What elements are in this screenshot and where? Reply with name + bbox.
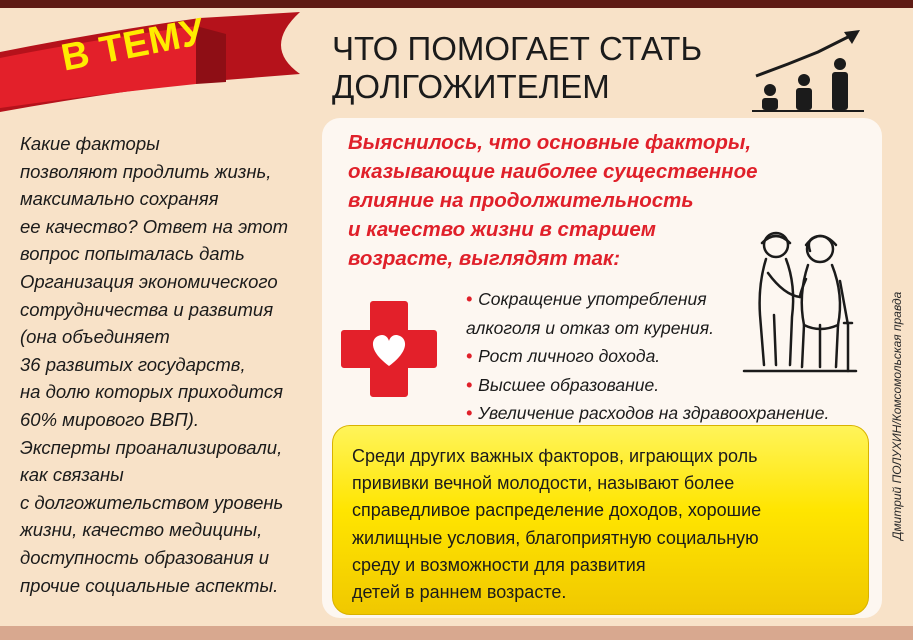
bullet: • (466, 403, 473, 423)
factors-list (466, 285, 876, 428)
intro-line: сотрудничества и развития (20, 298, 274, 320)
list-item (466, 399, 876, 428)
other-factors-line: прививки вечной молодости, называют более (352, 473, 735, 494)
bullet: • (466, 289, 473, 309)
intro-line: 36 развитых государств, (20, 353, 246, 375)
intro-line: с долгожительством уровень (20, 491, 284, 513)
lead-line: и качество жизни в старшем (348, 218, 656, 241)
intro-line: позволяют продлить жизнь, (20, 160, 272, 182)
intro-line: на долю которых приходится (20, 381, 283, 403)
intro-line: ее качество? Ответ на этот (20, 215, 289, 237)
other-factors-text (352, 443, 852, 606)
factor-text: Высшее образование. (478, 374, 660, 395)
intro-line: Организация экономического (20, 270, 278, 292)
other-factors-line: Среди других важных факторов, играющих роль (352, 446, 758, 466)
list-item (466, 371, 876, 400)
title-line: ДОЛГОЖИТЕЛЕМ (332, 68, 610, 105)
bottom-border (0, 626, 913, 640)
other-factors-line: жилищные условия, благоприятную социальную (352, 527, 759, 548)
growth-chart-icon (748, 24, 868, 114)
section-badge: В ТЕМУ (57, 10, 209, 80)
medical-cross-heart-icon (340, 300, 438, 398)
intro-line: вопрос попыталась дать (20, 243, 245, 265)
list-item (466, 285, 876, 314)
intro-line: Какие факторы (20, 133, 160, 154)
list-item (466, 314, 876, 343)
lead-line: возрасте, выглядят так: (348, 247, 621, 270)
intro-line: (она объединяет (20, 326, 170, 348)
factor-text: алкоголя и отказ от курения. (466, 317, 714, 338)
title-line: ЧТО ПОМОГАЕТ СТАТЬ (332, 30, 703, 67)
intro-line: прочие социальные аспекты. (20, 574, 279, 596)
factor-text: Рост личного дохода. (478, 346, 661, 366)
list-item (466, 342, 876, 371)
other-factors-line: справедливое распределение доходов, хорошие (352, 500, 762, 521)
intro-text (20, 130, 302, 599)
author-credit: Дмитрий ПОЛУХИН/Комсомольская правда (890, 291, 904, 540)
lead-line: Выяснилось, что основные факторы, (348, 131, 752, 154)
intro-line: 60% мирового ВВП). (20, 408, 199, 430)
page-title (332, 30, 712, 106)
bullet: • (466, 346, 473, 366)
intro-line: доступность образования и (20, 546, 270, 568)
other-factors-line: детей в раннем возрасте. (352, 582, 567, 603)
bullet: • (466, 374, 473, 395)
other-factors-line: среду и возможности для развития (352, 554, 646, 575)
lead-line: влияние на продолжительность (348, 189, 694, 212)
intro-line: Эксперты проанализировали, (20, 436, 283, 458)
intro-line: максимально сохраняя (20, 188, 219, 210)
intro-line: как связаны (20, 464, 124, 486)
top-border (0, 0, 913, 8)
factor-text: Сокращение употребления (478, 289, 707, 309)
lead-line: оказывающие наиболее существенное (348, 160, 758, 183)
intro-line: жизни, качество медицины, (20, 519, 263, 541)
factor-text: Увеличение расходов на здравоохранение. (478, 403, 830, 423)
